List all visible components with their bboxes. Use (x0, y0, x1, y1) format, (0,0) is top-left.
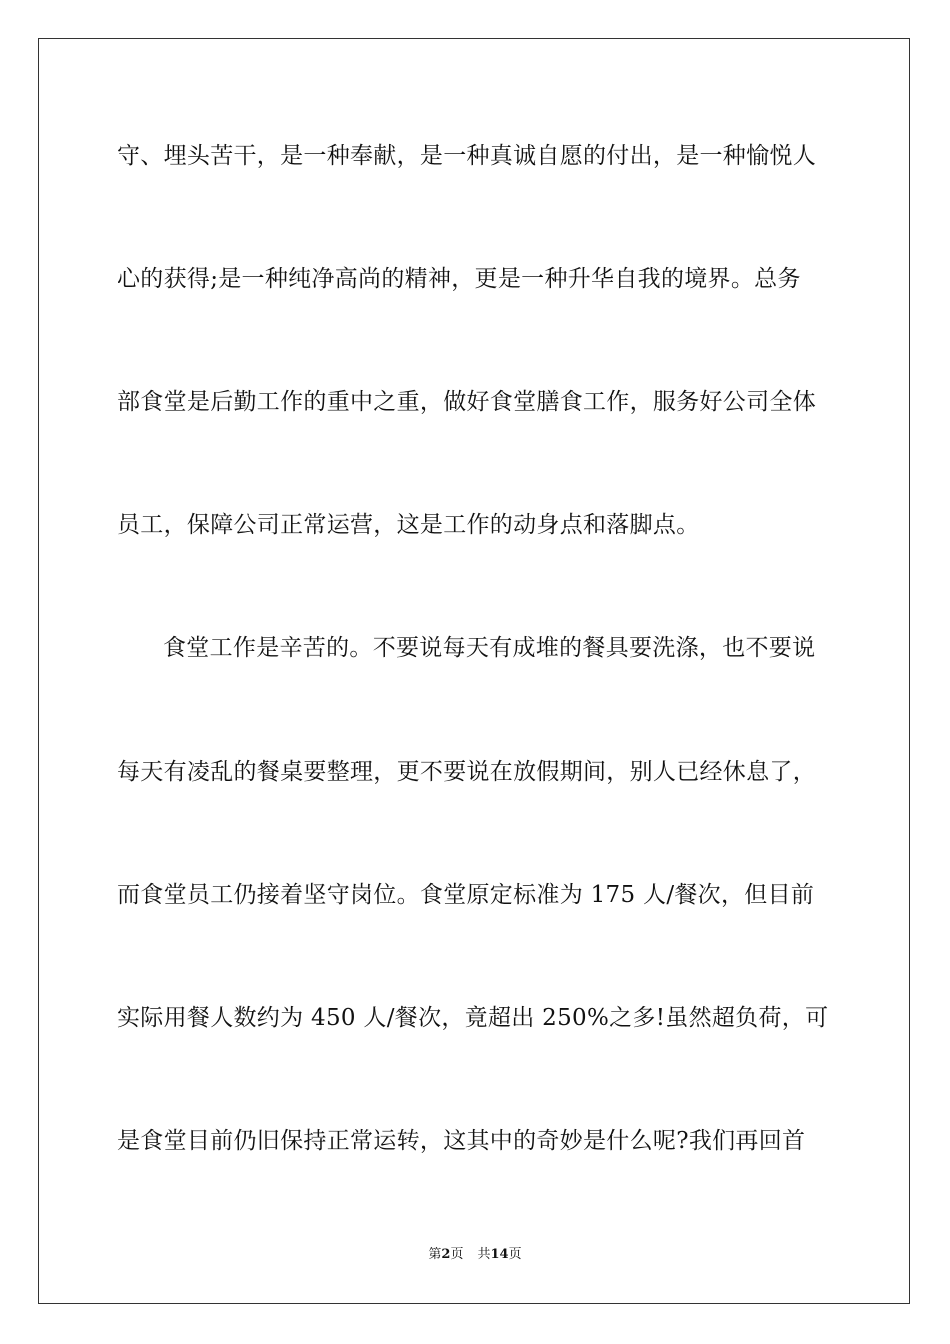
body-line-7: 而食堂员工仍接着坚守岗位。食堂原定标准为 175 人/餐次，但目前 (117, 882, 815, 908)
body-line-8: 实际用餐人数约为 450 人/餐次，竟超出 250%之多!虽然超负荷，可 (117, 1005, 829, 1031)
body-line-6: 每天有凌乱的餐桌要整理，更不要说在放假期间，别人已经休息了， (117, 759, 816, 785)
footer-page-prefix: 第 (428, 1247, 442, 1262)
body-line-1: 守、埋头苦干，是一种奉献，是一种真诚自愿的付出，是一种愉悦人 (117, 143, 816, 169)
body-line-5-paragraph-start: 食堂工作是辛苦的。不要说每天有成堆的餐具要洗涤，也不要说 (163, 635, 816, 661)
body-line-4: 员工，保障公司正常运营，这是工作的动身点和落脚点。 (117, 512, 700, 538)
page-footer (0, 1246, 950, 1264)
footer-total-suffix: 页 (508, 1247, 522, 1262)
body-line-2: 心的获得;是一种纯净高尚的精神，更是一种升华自我的境界。总务 (117, 266, 801, 292)
footer-total-number: 14 (490, 1247, 509, 1262)
footer-page-number: 2 (441, 1247, 451, 1262)
footer-page-suffix: 页 (450, 1247, 464, 1262)
body-line-3: 部食堂是后勤工作的重中之重，做好食堂膳食工作，服务好公司全体 (117, 389, 816, 415)
body-line-9: 是食堂目前仍旧保持正常运转，这其中的奇妙是什么呢?我们再回首 (117, 1128, 806, 1154)
footer-total-prefix: 共 (477, 1247, 491, 1262)
page-border (38, 38, 910, 1304)
